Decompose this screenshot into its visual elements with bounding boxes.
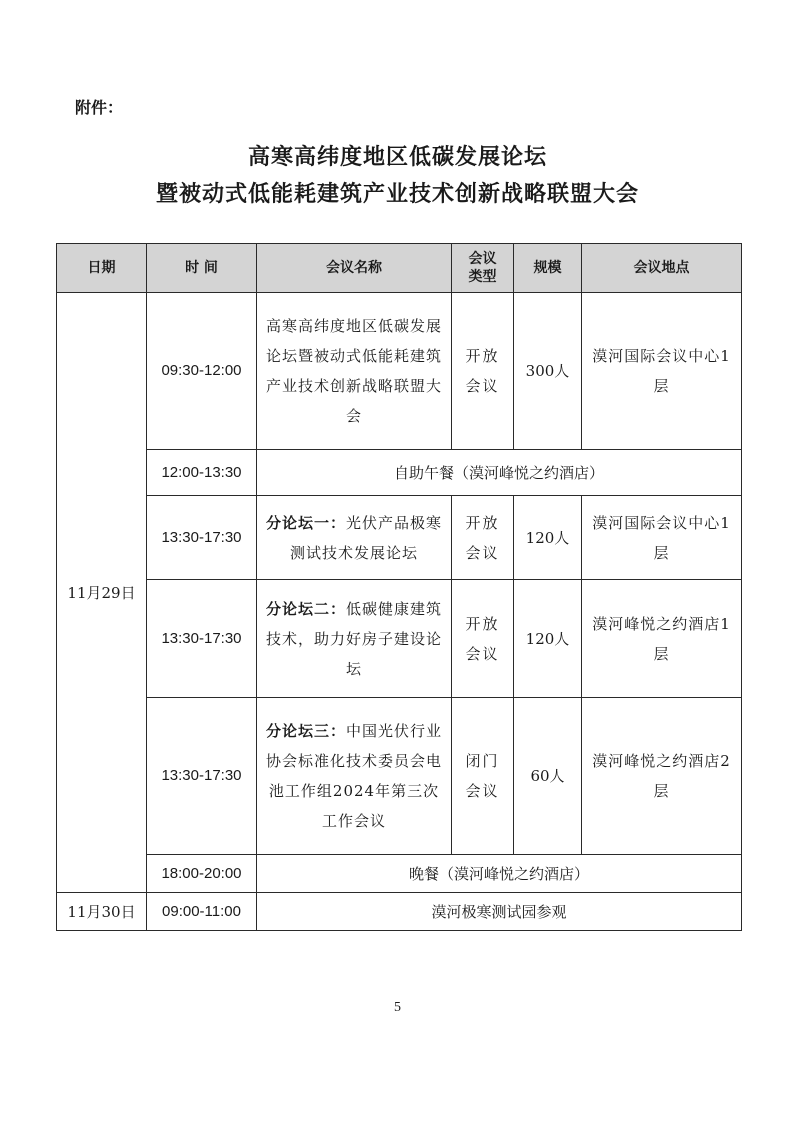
place-cell: 漠河峰悦之约酒店1层	[582, 580, 742, 698]
meeting-name-cell	[257, 496, 452, 580]
time-cell: 09:30-12:00	[147, 293, 257, 450]
merged-event-cell: 漠河极寒测试园参观	[257, 893, 742, 931]
date-cell-nov29: 11月29日	[57, 293, 147, 893]
meeting-type-cell: 闭门会议	[452, 698, 514, 855]
forum-number: 分论坛二：	[265, 599, 346, 618]
attachment-label: 附件：	[75, 98, 124, 117]
header-date: 日期	[57, 244, 147, 293]
header-name: 会议名称	[257, 244, 452, 293]
page-number: 5	[394, 1000, 401, 1015]
meeting-name-cell	[257, 698, 452, 855]
scale-cell: 120人	[514, 580, 582, 698]
forum-title: 光伏产品极寒测试技术发展论坛	[289, 513, 443, 562]
time-cell: 13:30-17:30	[147, 698, 257, 855]
table-row	[57, 293, 742, 450]
header-type-line2: 类型	[468, 269, 497, 285]
time-cell: 09:00-11:00	[147, 893, 257, 931]
header-type	[452, 244, 514, 293]
forum-number: 分论坛一：	[265, 513, 346, 532]
place-cell: 漠河国际会议中心1层	[582, 496, 742, 580]
time-cell: 12:00-13:30	[147, 450, 257, 496]
meeting-type-cell: 开放会议	[452, 293, 514, 450]
page-title-line2: 暨被动式低能耗建筑产业技术创新战略联盟大会	[155, 181, 639, 207]
time-cell: 18:00-20:00	[147, 855, 257, 893]
page-title-line1: 高寒高纬度地区低碳发展论坛	[247, 144, 547, 170]
time-cell: 13:30-17:30	[147, 496, 257, 580]
table-row	[57, 893, 742, 931]
table-row	[57, 855, 742, 893]
header-type-line1: 会议	[468, 251, 497, 267]
meeting-type-cell: 开放会议	[452, 580, 514, 698]
meeting-name-cell	[257, 580, 452, 698]
header-scale: 规模	[514, 244, 582, 293]
meeting-name-cell: 高寒高纬度地区低碳发展论坛暨被动式低能耗建筑产业技术创新战略联盟大会	[257, 293, 452, 450]
scale-cell: 60人	[514, 698, 582, 855]
scale-cell: 120人	[514, 496, 582, 580]
place-cell: 漠河峰悦之约酒店2层	[582, 698, 742, 855]
forum-title: 中国光伏行业协会标准化技术委员会电池工作组2024年第三次工作会议	[265, 722, 443, 830]
place-cell: 漠河国际会议中心1层	[582, 293, 742, 450]
table-row	[57, 450, 742, 496]
time-cell: 13:30-17:30	[147, 580, 257, 698]
header-place: 会议地点	[582, 244, 742, 293]
merged-event-cell: 晚餐（漠河峰悦之约酒店）	[257, 855, 742, 893]
table-header-row	[57, 244, 742, 293]
forum-number: 分论坛三：	[265, 722, 346, 740]
schedule-table	[56, 243, 742, 931]
table-row	[57, 698, 742, 855]
date-cell-nov30: 11月30日	[57, 893, 147, 931]
forum-title: 低碳健康建筑技术，助力好房子建设论坛	[265, 599, 443, 678]
merged-event-cell: 自助午餐（漠河峰悦之约酒店）	[257, 450, 742, 496]
table-row	[57, 580, 742, 698]
header-time: 时 间	[147, 244, 257, 293]
scale-cell: 300人	[514, 293, 582, 450]
table-row	[57, 496, 742, 580]
meeting-type-cell: 开放会议	[452, 496, 514, 580]
